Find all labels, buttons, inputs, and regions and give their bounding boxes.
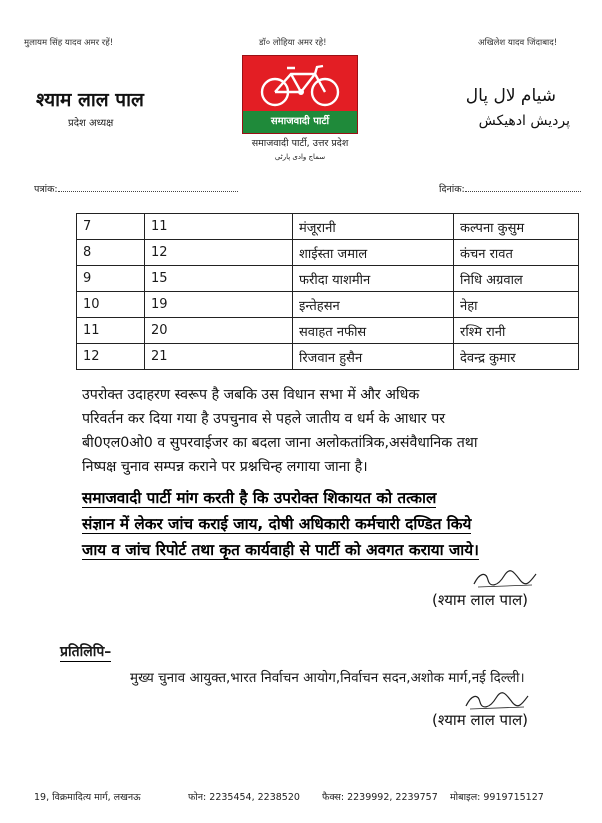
copy-recipient: मुख्य चुनाव आयुक्त,भारत निर्वाचन आयोग,निर्वाचन सदन,अशोक मार्ग,नई दिल्ली। <box>130 670 525 686</box>
org-name-urdu: سماج وادی پارٹی <box>274 153 326 161</box>
table-row <box>77 318 579 344</box>
signature-name: (श्याम लाल पाल) <box>432 591 528 609</box>
signature-scribble <box>470 568 540 590</box>
dinank-row <box>439 182 581 195</box>
table-row <box>77 292 579 318</box>
footer-mobile: मोबाइल: 9919715127 <box>450 792 544 803</box>
table-cell: इन्तेहसन <box>293 292 454 318</box>
table-cell: 10 <box>77 292 145 318</box>
signature-scribble <box>462 690 532 712</box>
table-cell: 20 <box>145 318 293 344</box>
table-cell: 19 <box>145 292 293 318</box>
table-cell: सवाहत नफीस <box>293 318 454 344</box>
sender-designation: प्रदेश अध्यक्ष <box>68 118 114 129</box>
dinank-blank <box>465 191 581 192</box>
table-cell: मंजूरानी <box>293 214 454 240</box>
sender-name: श्याम लाल पाल <box>36 89 144 111</box>
demand-line <box>82 538 552 562</box>
paragraph-line: उपरोक्त उदाहरण स्वरूप है जबकि उस विधान सभा में और अधिक <box>82 387 420 403</box>
table-row <box>77 240 579 266</box>
table-cell: कल्पना कुसुम <box>454 214 579 240</box>
patrank-row <box>34 182 238 195</box>
table-cell: 11 <box>77 318 145 344</box>
sender-designation-urdu: پردیش ادھیکش <box>478 113 570 129</box>
patrank-blank <box>58 191 238 192</box>
table-row <box>77 344 579 370</box>
sender-name-urdu: شیام لال پال <box>465 86 556 106</box>
table-cell: 9 <box>77 266 145 292</box>
table-row <box>77 214 579 240</box>
copy-label: प्रतिलिपि– <box>60 644 112 660</box>
patrank-label: पत्रांक: <box>34 184 58 195</box>
table-cell: निधि अग्रवाल <box>454 266 579 292</box>
dinank-label: दिनांक: <box>439 184 465 195</box>
paragraph-line: बी0एल0ओ0 व सुपरवाईजर का बदला जाना अलोकतांत्रिक,असंवैधानिक तथा <box>82 435 478 451</box>
footer-fax: फैक्स: 2239992, 2239757 <box>322 792 438 803</box>
data-table <box>76 213 579 370</box>
footer-phone: फोन: 2235454, 2238520 <box>188 792 300 803</box>
demand-line-text: जाय व जांच रिपोर्ट तथा कृत कार्यवाही से पार्टी को अवगत कराया जाये। <box>82 541 479 559</box>
table-cell: फरीदा याशमीन <box>293 266 454 292</box>
paragraph-line: निष्पक्ष चुनाव सम्पन्न कराने पर प्रश्नचिन्ह लगाया जाना है। <box>82 459 368 475</box>
party-logo <box>242 55 358 134</box>
table-row <box>77 266 579 292</box>
table-cell: 7 <box>77 214 145 240</box>
top-quote-center: डॉ० लोहिया अमर रहे! <box>259 38 327 48</box>
table-cell: रश्मि रानी <box>454 318 579 344</box>
table-cell: शाईस्ता जमाल <box>293 240 454 266</box>
copy-signature-name: (श्याम लाल पाल) <box>432 711 528 729</box>
table-cell: देवन्द्र कुमार <box>454 344 579 370</box>
table-cell: कंचन रावत <box>454 240 579 266</box>
org-name: समाजवादी पार्टी, उत्तर प्रदेश <box>251 138 349 149</box>
demand-line <box>82 486 552 510</box>
table-cell: 8 <box>77 240 145 266</box>
table-cell: 12 <box>145 240 293 266</box>
demand-line-text: संज्ञान में लेकर जांच कराई जाय, दोषी अधिकारी कर्मचारी दण्डित किये <box>82 515 472 533</box>
bicycle-icon <box>257 62 343 108</box>
table-cell: 15 <box>145 266 293 292</box>
logo-label: समाजवादी पार्टी <box>243 111 357 133</box>
demand-line <box>82 512 552 536</box>
paragraph-line: परिवर्तन कर दिया गया है उपचुनाव से पहले जातीय व धर्म के आधार पर <box>82 411 446 427</box>
table-cell: 21 <box>145 344 293 370</box>
table-cell: नेहा <box>454 292 579 318</box>
table-cell: 11 <box>145 214 293 240</box>
demand-line-text: समाजवादी पार्टी मांग करती है कि उपरोक्त शिकायत को तत्काल <box>82 489 437 507</box>
top-quote-right: अखिलेश यादव जिंदाबाद! <box>478 38 558 48</box>
top-quote-left: मुलायम सिंह यादव अमर रहें! <box>24 38 114 48</box>
table-cell: रिजवान हुसैन <box>293 344 454 370</box>
footer-address: 19, विक्रमादित्य मार्ग, लखनऊ <box>34 792 141 803</box>
table-cell: 12 <box>77 344 145 370</box>
